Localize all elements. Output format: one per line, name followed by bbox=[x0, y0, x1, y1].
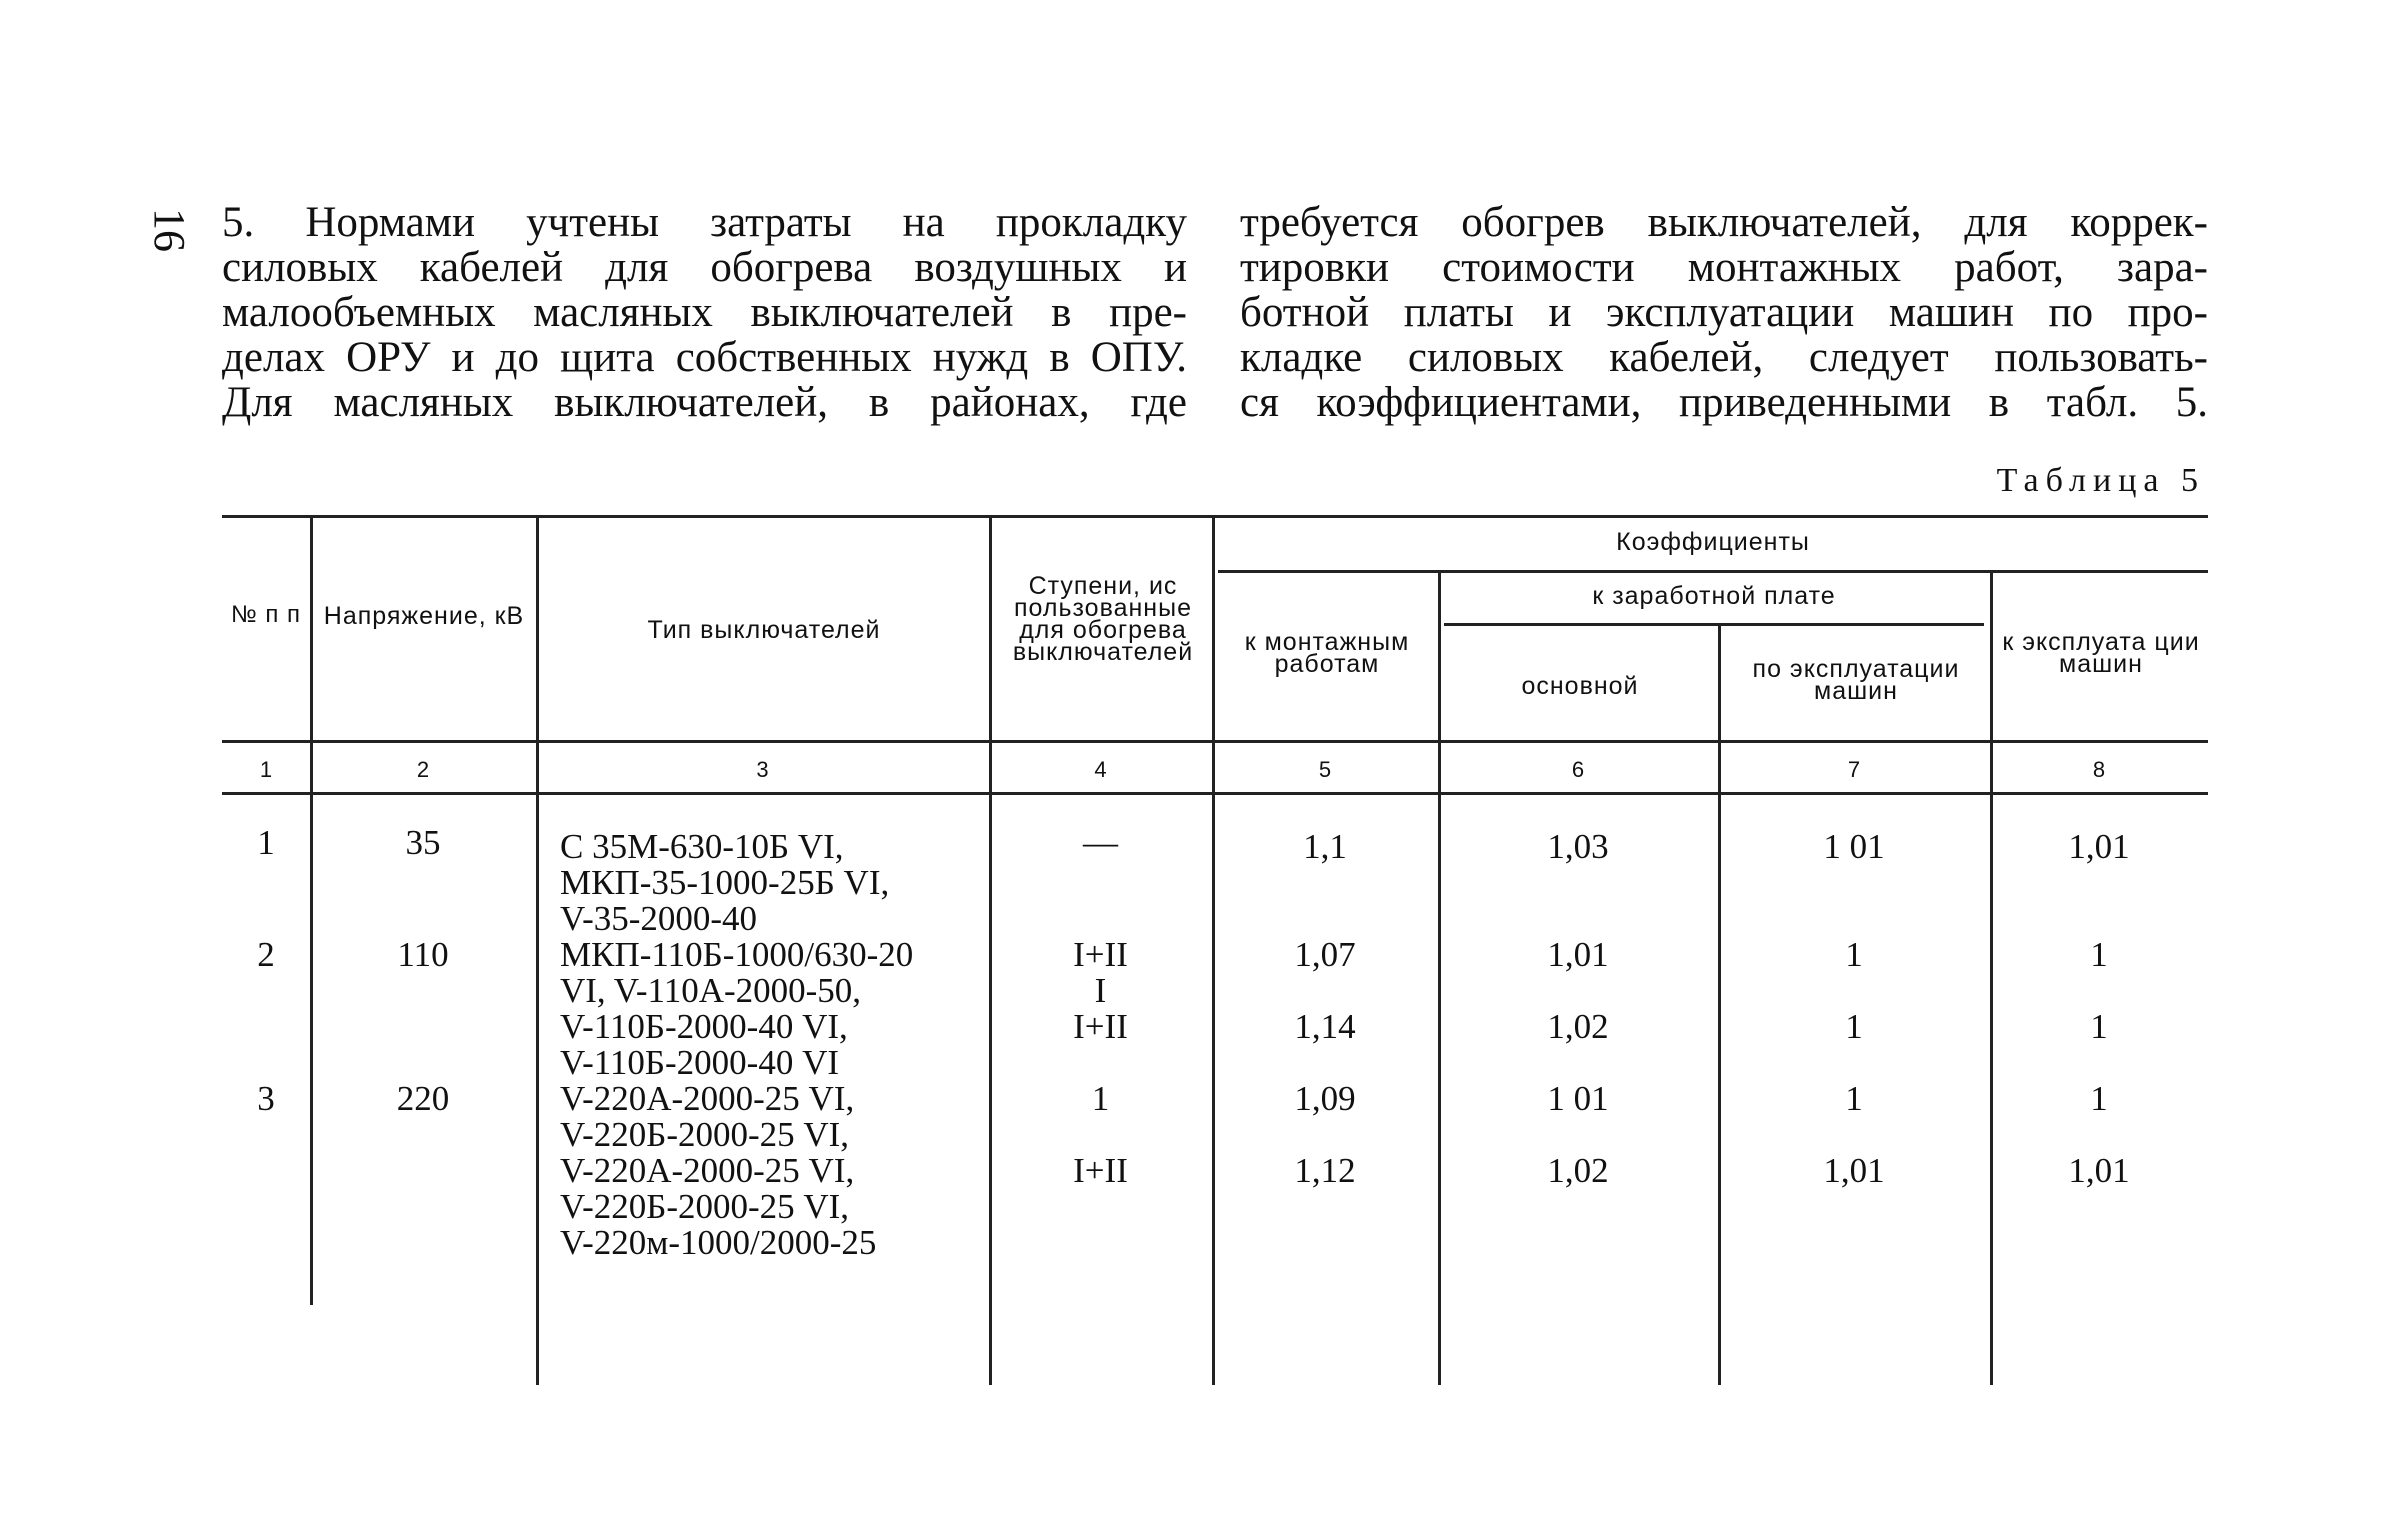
row-k-salary-main: 1,01 bbox=[1547, 935, 1609, 974]
paragraph-right bbox=[1240, 200, 2208, 425]
row-k-machines: 1,01 bbox=[2068, 827, 2130, 866]
row-k-salary-main: 1,02 bbox=[1547, 1007, 1609, 1046]
row-k-machines: 1 bbox=[2090, 1007, 2108, 1046]
row-k-salary-main: 1,02 bbox=[1547, 1151, 1609, 1190]
row-num: 2 bbox=[257, 935, 275, 974]
column-number: 6 bbox=[1571, 757, 1585, 782]
header-coefficients: Коэффициенты bbox=[1616, 528, 1810, 556]
text-line: делах ОРУ и до щита собственных нужд в ОПУ. bbox=[222, 334, 1187, 381]
row-k-salary-machines: 1 01 bbox=[1823, 827, 1885, 866]
table-col-divider bbox=[1990, 570, 1993, 1385]
table-col-divider bbox=[536, 515, 539, 1385]
column-number: 2 bbox=[416, 757, 430, 782]
header-machines: к эксплуата ции машин bbox=[2002, 628, 2200, 678]
row-type-line: V-220А-2000-25 VI, bbox=[560, 1151, 855, 1190]
row-stage-alt: I bbox=[1094, 971, 1107, 1010]
row-k-salary-machines: 1 bbox=[1845, 935, 1863, 974]
coefficients-table bbox=[222, 515, 2208, 1385]
text-line: ся коэффициентами, приведенными в табл. 5. bbox=[1240, 379, 2208, 426]
text-line: Для масляных выключателей, в районах, где bbox=[222, 379, 1187, 426]
header-salary-main: основной bbox=[1521, 672, 1639, 700]
row-stage: I+II bbox=[1073, 1007, 1128, 1046]
table-rule-numbers-bottom bbox=[222, 792, 2208, 795]
paragraph-left bbox=[222, 200, 1187, 425]
row-k-machines: 1,01 bbox=[2068, 1151, 2130, 1190]
text-line: кладке силовых кабелей, следует пользовать- bbox=[1240, 334, 2208, 381]
row-stage: 1 bbox=[1091, 1079, 1110, 1118]
row-k-mounting: 1,07 bbox=[1294, 935, 1356, 974]
row-k-mounting: 1,12 bbox=[1294, 1151, 1356, 1190]
row-voltage: 35 bbox=[405, 823, 441, 862]
row-k-mounting: 1,14 bbox=[1294, 1007, 1356, 1046]
header-salary: к заработной плате bbox=[1592, 582, 1836, 610]
text-line: тировки стоимости монтажных работ, зара- bbox=[1240, 244, 2208, 291]
table-caption: Таблица 5 bbox=[1996, 462, 2205, 499]
header-type: Тип выключателей bbox=[647, 616, 881, 644]
row-type-line: V-220А-2000-25 VI, bbox=[560, 1079, 855, 1118]
column-number: 8 bbox=[2092, 757, 2106, 782]
row-k-salary-machines: 1 bbox=[1845, 1079, 1863, 1118]
column-number: 3 bbox=[756, 757, 769, 782]
column-number: 4 bbox=[1094, 757, 1107, 782]
row-k-salary-main: 1 01 bbox=[1547, 1079, 1609, 1118]
header-voltage: Напряжение, кВ bbox=[323, 602, 525, 630]
table-col-divider bbox=[1718, 623, 1721, 1385]
row-stage: — bbox=[1083, 823, 1118, 862]
table-rule-coeff bbox=[1218, 570, 2208, 573]
row-type-line: V-35-2000-40 bbox=[560, 899, 758, 938]
table-rule-salary bbox=[1444, 623, 1984, 626]
row-voltage: 110 bbox=[397, 935, 449, 974]
row-k-salary-machines: 1 bbox=[1845, 1007, 1863, 1046]
table-col-divider bbox=[310, 515, 313, 1305]
row-num: 3 bbox=[257, 1079, 275, 1118]
header-stages: Ступени, ис пользованные для обогрева выключателей bbox=[1012, 572, 1194, 666]
row-type-line: V-220Б-2000-25 VI, bbox=[560, 1115, 850, 1154]
row-type-line: V-110Б-2000-40 VI bbox=[560, 1043, 840, 1082]
row-type-line: С 35М-630-10Б VI, bbox=[560, 827, 844, 866]
row-k-mounting: 1,1 bbox=[1303, 827, 1347, 866]
row-type-line: МКП-110Б-1000/630-20 bbox=[560, 935, 914, 974]
row-stage: I+II bbox=[1073, 1151, 1128, 1190]
text-line: малообъемных масляных выключателей в пре- bbox=[222, 289, 1187, 336]
row-type-line: V-220м-1000/2000-25 bbox=[560, 1223, 877, 1262]
page-number: 16 bbox=[145, 208, 195, 252]
column-number: 1 bbox=[259, 757, 273, 782]
table-col-divider bbox=[1438, 570, 1441, 1385]
row-num: 1 bbox=[257, 823, 275, 862]
row-k-salary-machines: 1,01 bbox=[1823, 1151, 1885, 1190]
table-rule-top bbox=[222, 515, 2208, 518]
header-mounting: к монтажным работам bbox=[1244, 628, 1410, 678]
row-type-line: VI, V-110А-2000-50, bbox=[560, 971, 862, 1010]
column-number: 7 bbox=[1847, 757, 1861, 782]
text-line: силовых кабелей для обогрева воздушных и bbox=[222, 244, 1187, 291]
row-k-machines: 1 bbox=[2090, 1079, 2108, 1118]
row-k-mounting: 1,09 bbox=[1294, 1079, 1356, 1118]
row-k-machines: 1 bbox=[2090, 935, 2108, 974]
row-voltage: 220 bbox=[396, 1079, 450, 1118]
row-type-line: V-110Б-2000-40 VI, bbox=[560, 1007, 848, 1046]
row-stage: I+II bbox=[1073, 935, 1128, 974]
text-line: ботной платы и эксплуатации машин по про- bbox=[1240, 289, 2208, 336]
header-num: № п п bbox=[230, 601, 302, 628]
table-rule-header-bottom bbox=[222, 740, 2208, 743]
row-type-line: V-220Б-2000-25 VI, bbox=[560, 1187, 850, 1226]
row-type-line: МКП-35-1000-25Б VI, bbox=[560, 863, 890, 902]
header-salary-machines: по эксплуатации машин bbox=[1752, 655, 1960, 705]
text-line: 5. Нормами учтены затраты на прокладку bbox=[222, 199, 1187, 246]
text-line: требуется обогрев выключателей, для коррек- bbox=[1240, 199, 2208, 246]
row-k-salary-main: 1,03 bbox=[1547, 827, 1609, 866]
column-number: 5 bbox=[1318, 757, 1332, 782]
